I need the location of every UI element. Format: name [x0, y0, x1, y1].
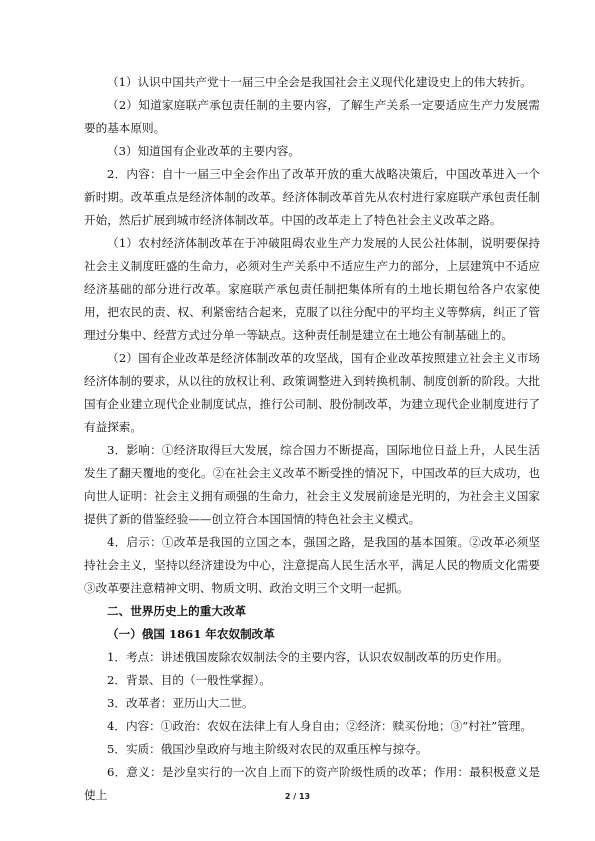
objective-paragraph-1: （1）认识中国共产党十一届三中全会是我国社会主义现代化建设史上的伟大转折。 [107, 75, 532, 89]
objective-paragraph-2: （2）知道家庭联产承包责任制的主要内容，了解生产关系一定要适应生产力发展需要的基本原则。 [84, 98, 540, 135]
list-item-content: 4．内容：①政治：农奴在法律上有人身自由；②经济：赎买份地；③“村社”管理。 [107, 719, 533, 733]
rural-reform-paragraph: （1）农村经济体制改革在于冲破阻碍农业生产力发展的人民公社体制，说明要保持社会主义制度旺盛的生命力，必须对生产关系中不适应生产力的部分，上层建筑中不适应经济基础的部分进行改革。家庭联产承包责任制把集体所有的土地长期包给各户农家使用，把农民的责、权、利紧密结合起来，克服了以往分配中的平均主义等弊病，纠正了管理过分集中、经营方式过分单一等缺点。这种责任制是建立在土地公有制基础上的。 [84, 236, 540, 342]
list-item-background: 2．背景、目的（一般性掌握）。 [107, 673, 271, 687]
subsection-heading: （一）俄国 1861 年农奴制改革 [107, 627, 275, 641]
section-heading: 二、世界历史上的重大改革 [107, 604, 247, 618]
lessons-paragraph: 4．启示：①改革是我国的立国之本，强国之路，是我国的基本国策。②改革必须坚持社会主义，坚持以经济建设为中心，注意提高人民生活水平，满足人民的物质文化需要③改革要注意精神文明、物质文明、政治文明三个文明一起抓。 [84, 535, 540, 595]
list-item-essence: 5．实质：俄国沙皇政府与地主阶级对农民的双重压榨与掠夺。 [107, 742, 428, 756]
soe-reform-paragraph: （2）国有企业改革是经济体制改革的攻坚战，国有企业改革按照建立社会主义市场经济体制的要求，从以往的放权让利、政策调整进入到转换机制、制度创新的阶段。大批国有企业建立现代企业制度试点，推行公司制、股份制改革，为建立现代企业制度进行了有益探索。 [84, 351, 540, 434]
influence-paragraph: 3．影响：①经济取得巨大发展，综合国力不断提高，国际地位日益上升，人民生活发生了翻天覆地的变化。②在社会主义改革不断受挫的情况下，中国改革的巨大成功，也向世人证明：社会主义拥有顽强的生命力，社会主义发展前途是光明的，为社会主义国家提供了新的借鉴经验——创立符合本国国情的特色社会主义模式。 [84, 443, 540, 526]
list-item-reformer: 3．改革者：亚历山大二世。 [107, 696, 254, 710]
content-paragraph: 2．内容：自十一届三中全会作出了改革开放的重大战略决策后，中国改革进入一个新时期。改革重点是经济体制的改革。经济体制改革首先从农村进行家庭联产承包责任制开始，然后扩展到城市经济体制改革。中国的改革走上了特色社会主义改革之路。 [84, 167, 540, 227]
list-item-significance: 6．意义：是沙皇实行的一次自上而下的资产阶级性质的改革；作用：最积极意义是使上 [84, 765, 540, 802]
list-item-exam-point: 1．考点：讲述俄国废除农奴制法令的主要内容，认识农奴制改革的历史作用。 [107, 650, 509, 664]
page-content [84, 71, 540, 807]
page-number: 2 / 13 [284, 792, 311, 801]
objective-paragraph-3: （3）知道国有企业改革的主要内容。 [107, 144, 300, 158]
